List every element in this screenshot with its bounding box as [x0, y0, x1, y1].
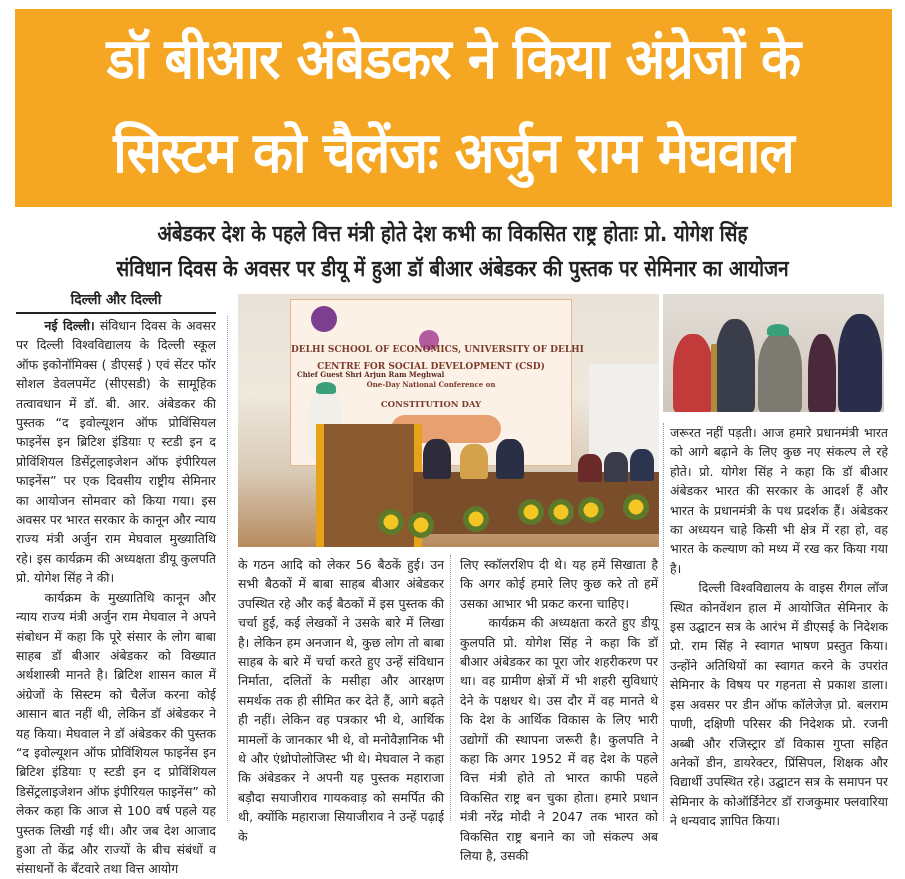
photo-banner-line-3: One-Day National Conference on — [366, 380, 496, 389]
minister-figure — [758, 332, 802, 412]
marigold-pot — [463, 506, 489, 532]
paragraph — [16, 316, 216, 588]
secondary-photo-lamp-lighting — [663, 294, 884, 412]
photo-banner-line-1: DELHI SCHOOL OF ECONOMICS, UNIVERSITY OF DELHI — [291, 345, 584, 355]
paragraph: जरूरत नहीं पड़ती। आज हमारे प्रधानमंत्री भारत को आगे बढ़ाने के लिए कुछ नए संकल्प ले रहे होते। प्रो. योगेश सिंह ने कहा कि डॉ बीआर अंबेडकर भारत की सरकार के आदर्श हैं और भारत के प्रधानमंत्री के पथ प्रदर्शक हैं। अंबेडकर का अध्ययन चाहे किसी भी क्षेत्र में रहा हो, वह भारत के कल्याण को मध्य में रख कर किया गया है। — [670, 425, 888, 576]
desk-label: दिल्ली और दिल्ली — [70, 292, 162, 308]
paragraph-text: संविधान दिवस के अवसर पर दिल्ली विश्वविद्यालय के दिल्ली स्कूल ऑफ इकोनॉमिक्स ( डीएसई ) एवं सेंटर फॉर सोशल डेवलपमेंट (सीएसडी) के सामूहिक तत्वावधान में डॉ. बी. आर. अंबेडकर की पुस्तक “द इवोल्यूशन ऑफ प्रोविंसियल फाइनेंस इन ब्रिटिश इंडियाः ए स्टडी इन द प्रोविंशियल डिसेंट्रलाइजेशन ऑफ इंपीरियल फाइनेंस” पर एक दिवसीय राष्ट्रीय सेमिनार का आयोजन सोमवार को किया गया। इस अवसर पर भारत सरकार के कानून और न्याय राज्य मंत्री अर्जुन राम मेघवाल मुख्यातिथि रहे। इस कार्यक्रम की अध्यक्षता डीयू कुलपति प्रो. योगेश सिंह ने की। — [16, 318, 216, 586]
paragraph: के गठन आदि को लेकर 56 बैठकें हुई। उन सभी बैठकों में बाबा साहब बीआर अंबेडकर उपस्थित रहे और कई बैठकों में इस पुस्तक की चर्चा हुई, कई लेखकों ने उसके बारे में लिखा है। लेकिन हम अनजान थे, कुछ लोग तो बाबा साहब के बारे में चर्चा करते हुए उन्हें संविधान निर्माता, दलितों के मसीहा और आरक्षण समर्थक तक ही सीमित कर देते हैं, आगे बढ़ते ही नहीं। लेकिन वह पत्रकार भी थे, आर्थिक मामलों के जानकार भी थे, वो मनोवैज्ञानिक भी थे और एंथ्रोपोलोजिस्ट भी थे। मेघवाल ने कहा कि अंबेडकर ने अपनी यह पुस्तक महाराजा बड़ौदा सयाजीराव गायकवाड़ को समर्पित की थी, क्योंकि महाराजा सियाजीराव ने उन्हें पढ़ाई के — [238, 557, 444, 844]
subheadline-1: अंबेडकर देश के पहले वित्त मंत्री होते देश कभी का विकसित राष्ट्र होताः प्रो. योगेश सिंह — [157, 222, 748, 247]
dais-guest — [604, 452, 628, 482]
marigold-pot — [518, 499, 544, 525]
dateline: नई दिल्ली। — [44, 318, 95, 333]
marigold-pot — [378, 509, 404, 535]
dais-guest — [460, 444, 488, 479]
subheadline-2: संविधान दिवस के अवसर पर डीयू में हुआ डॉ बीआर अंबेडकर की पुस्तक पर सेमिनार का आयोजन — [116, 257, 789, 282]
paragraph: कार्यक्रम के मुख्यातिथि कानून और न्याय राज्य मंत्री अर्जुन राम मेघवाल ने अपने संबोधन में कहा कि पूरे संसार के लोग बाबा साहब डॉ बीआर अंबेडकर को विख्यात अर्थशास्त्री मानते है। ब्रिटिश शासन काल में अंग्रेजों के सिस्टम को चैलेंज करना कोई आसान बात नहीं थी, लेकिन डॉ अंबेडकर ने यह किया। मेघवाल ने डॉ अंबेडकर की पुस्तक “द इवोल्यूशन ऑफ प्रोविंशियल फाइनेंस इन ब्रिटिश इंडियाः ए स्टडी इन द प्रोविंशियल डिसेंट्रलाइजेशन ऑफ इंपीरियल फाइनेंस” को लेकर कहा कि आज से 100 वर्ष पहले यह पुस्तक लिखी गई थी। और जब देश आजाद हुआ तो केंद्र और राज्यों के बीच संबंधों व संसाधनों के बँटवारे तथा वित्त आयोग — [16, 589, 216, 877]
article-column-1 — [16, 316, 216, 879]
dais-guest — [578, 454, 602, 482]
desk-rule-divider — [16, 312, 216, 314]
guest-figure — [838, 314, 882, 412]
headline-line-2: सिस्टम को चैलेंजः अर्जुन राम मेघवाल — [113, 121, 794, 186]
main-photo-seminar-stage — [238, 294, 659, 547]
minister-turban — [767, 324, 789, 336]
ceremonial-lamp — [711, 344, 717, 412]
photo-banner-line-2: CENTRE FOR SOCIAL DEVELOPMENT (CSD) — [317, 362, 545, 372]
article-column-2 — [238, 555, 444, 846]
guest-figure — [808, 334, 836, 412]
column-divider — [450, 555, 451, 821]
guest-woman-figure — [673, 334, 713, 412]
paragraph: कार्यक्रम की अध्यक्षता करते हुए डीयू कुलपति प्रो. योगेश सिंह ने कहा कि डॉ बीआर अंबेडकर का पूरा जोर शहरीकरण पर था। वह ग्रामीण क्षेत्रों में भी शहरी सुविधाएं देने के पक्षधर थे। उस दौर में वह मानते थे कि देश के आर्थिक विकास के लिए भारी उद्योगों की स्थापना जरूरी है। कुलपति ने कहा कि अगर 1952 में वह देश के पहले वित्त मंत्री होते तो भारत काफी पहले विकसित राष्ट्र बन चुका होता। हमारे प्रधान मंत्री नरेंद्र मोदी ने 2047 तक भारत को विकसित राष्ट्र बनाने का जो संकल्प अब लिया है, उसकी — [460, 615, 658, 864]
dais-guest — [630, 449, 654, 481]
headline-banner — [15, 9, 892, 207]
dse-logo-icon — [311, 306, 337, 332]
marigold-pot — [408, 512, 434, 538]
photo-banner-guest: Chief Guest Shri Arjun Ram Meghwal — [297, 370, 445, 379]
paragraph: दिल्ली विश्वविद्यालय के वाइस रीगल लॉज स्थित कोनवेंशन हाल में आयोजित सेमिनार के इस उद्घाटन सत्र के आरंभ में डीएसई के निदेशक प्रो. राम सिंह ने स्वागत भाषण प्रस्तुत किया। उन्होंने अतिथियों का स्वागत करने के उपरांत सेमिनार के विषय पर गहनता से प्रकाश डाला। इस अवसर पर डीन ऑफ कॉलेजेज़ प्रो. बलराम पाणी, दक्षिणी परिसर की निदेशक प्रो. रजनी अब्बी और रजिस्ट्रार डॉ विकास गुप्ता सहित अनेकों डीन, डायरेक्टर, प्रिंसिपल, शिक्षक और विद्यार्थी उपस्थित रहे। उद्घाटन सत्र के समापन पर सेमिनार के कोऑर्डिनेटर डॉ राजकुमार फ्लवारिया ने धन्यवाद ज्ञापित किया। — [670, 580, 888, 829]
dais-guest — [423, 439, 451, 479]
marigold-pot — [548, 499, 574, 525]
guest-figure — [715, 319, 755, 412]
marigold-pot — [578, 497, 604, 523]
article-column-4 — [670, 423, 888, 831]
photo-banner-line-4: CONSTITUTION DAY — [380, 400, 482, 410]
dais-guest — [496, 439, 524, 479]
column-divider — [663, 423, 664, 821]
photo-podium — [316, 424, 422, 547]
speaker-turban — [316, 382, 336, 394]
marigold-pot — [623, 494, 649, 520]
headline-line-1: डॉ बीआर अंबेडकर ने किया अंग्रेजों के — [106, 27, 801, 92]
article-column-3 — [460, 555, 658, 866]
column-divider — [227, 316, 228, 821]
paragraph: लिए स्कॉलरशिप दी थे। यह हमें सिखाता है कि अगर कोई हमारे लिए कुछ करे तो हमें उसका आभार भी प्रकट करना चाहिए। — [460, 557, 658, 611]
